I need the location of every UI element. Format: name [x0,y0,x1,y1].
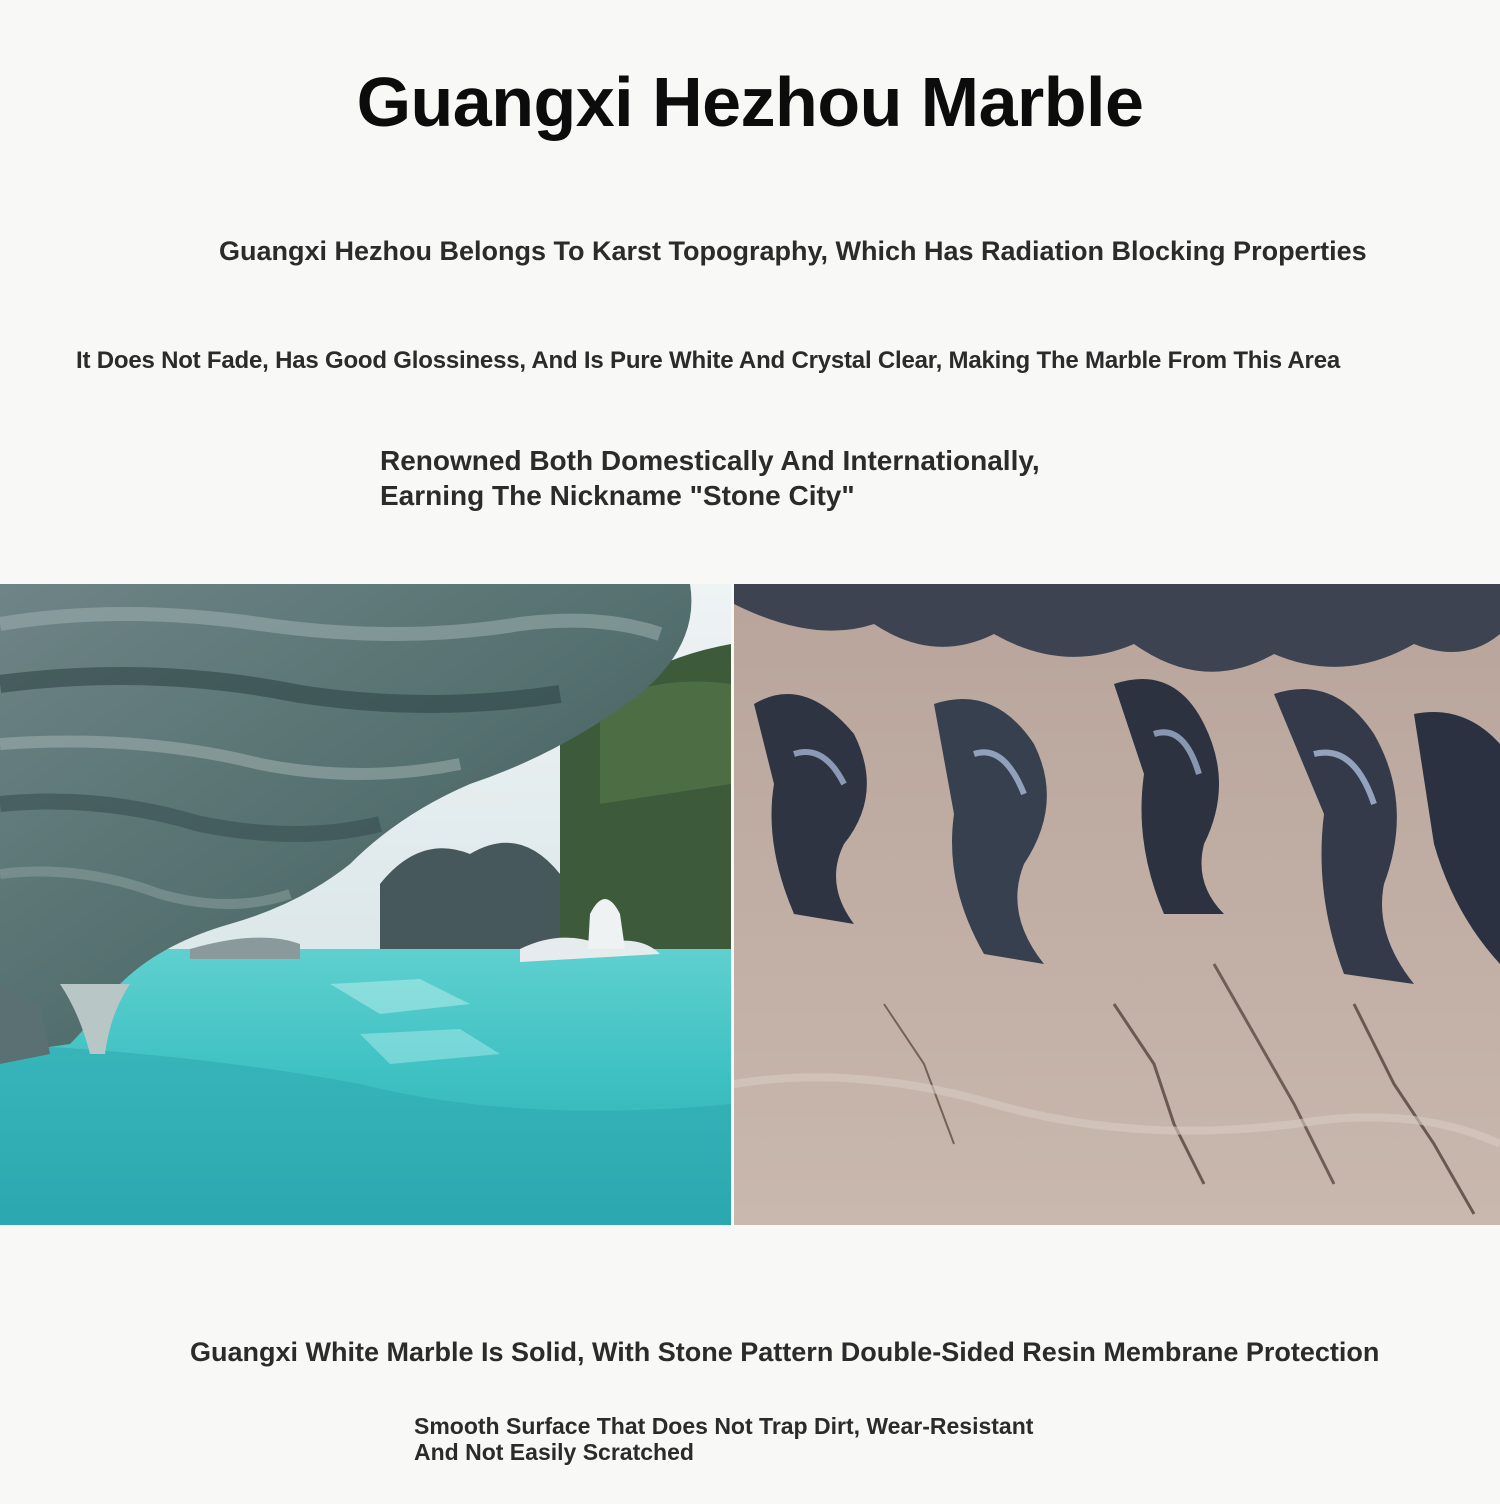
feature-smooth-surface-text [414,1413,1033,1465]
intro-glossiness-text: It Does Not Fade, Has Good Glossiness, And Is Pure White And Crystal Clear, Making The Marble From This Area [76,347,1340,374]
marble-cave-lake-photo [0,584,731,1225]
marble-rock-texture-photo [734,584,1500,1225]
intro-renown-line-1: Renowned Both Domestically And Internationally, [380,445,1040,476]
marble-cave-lake-image [0,584,731,1225]
page-title: Guangxi Hezhou Marble [356,63,1144,141]
intro-karst-text: Guangxi Hezhou Belongs To Karst Topography, Which Has Radiation Blocking Properties [219,236,1367,266]
feature-smooth-surface-line-2: And Not Easily Scratched [414,1439,694,1465]
feature-solid-marble-text: Guangxi White Marble Is Solid, With Stone Pattern Double-Sided Resin Membrane Protection [190,1337,1380,1367]
feature-smooth-surface-line-1: Smooth Surface That Does Not Trap Dirt, Wear-Resistant [414,1413,1034,1439]
intro-renown-line-2: Earning The Nickname "Stone City" [380,480,855,511]
marble-rock-texture-image [734,584,1500,1225]
intro-renown-text [380,443,1040,513]
